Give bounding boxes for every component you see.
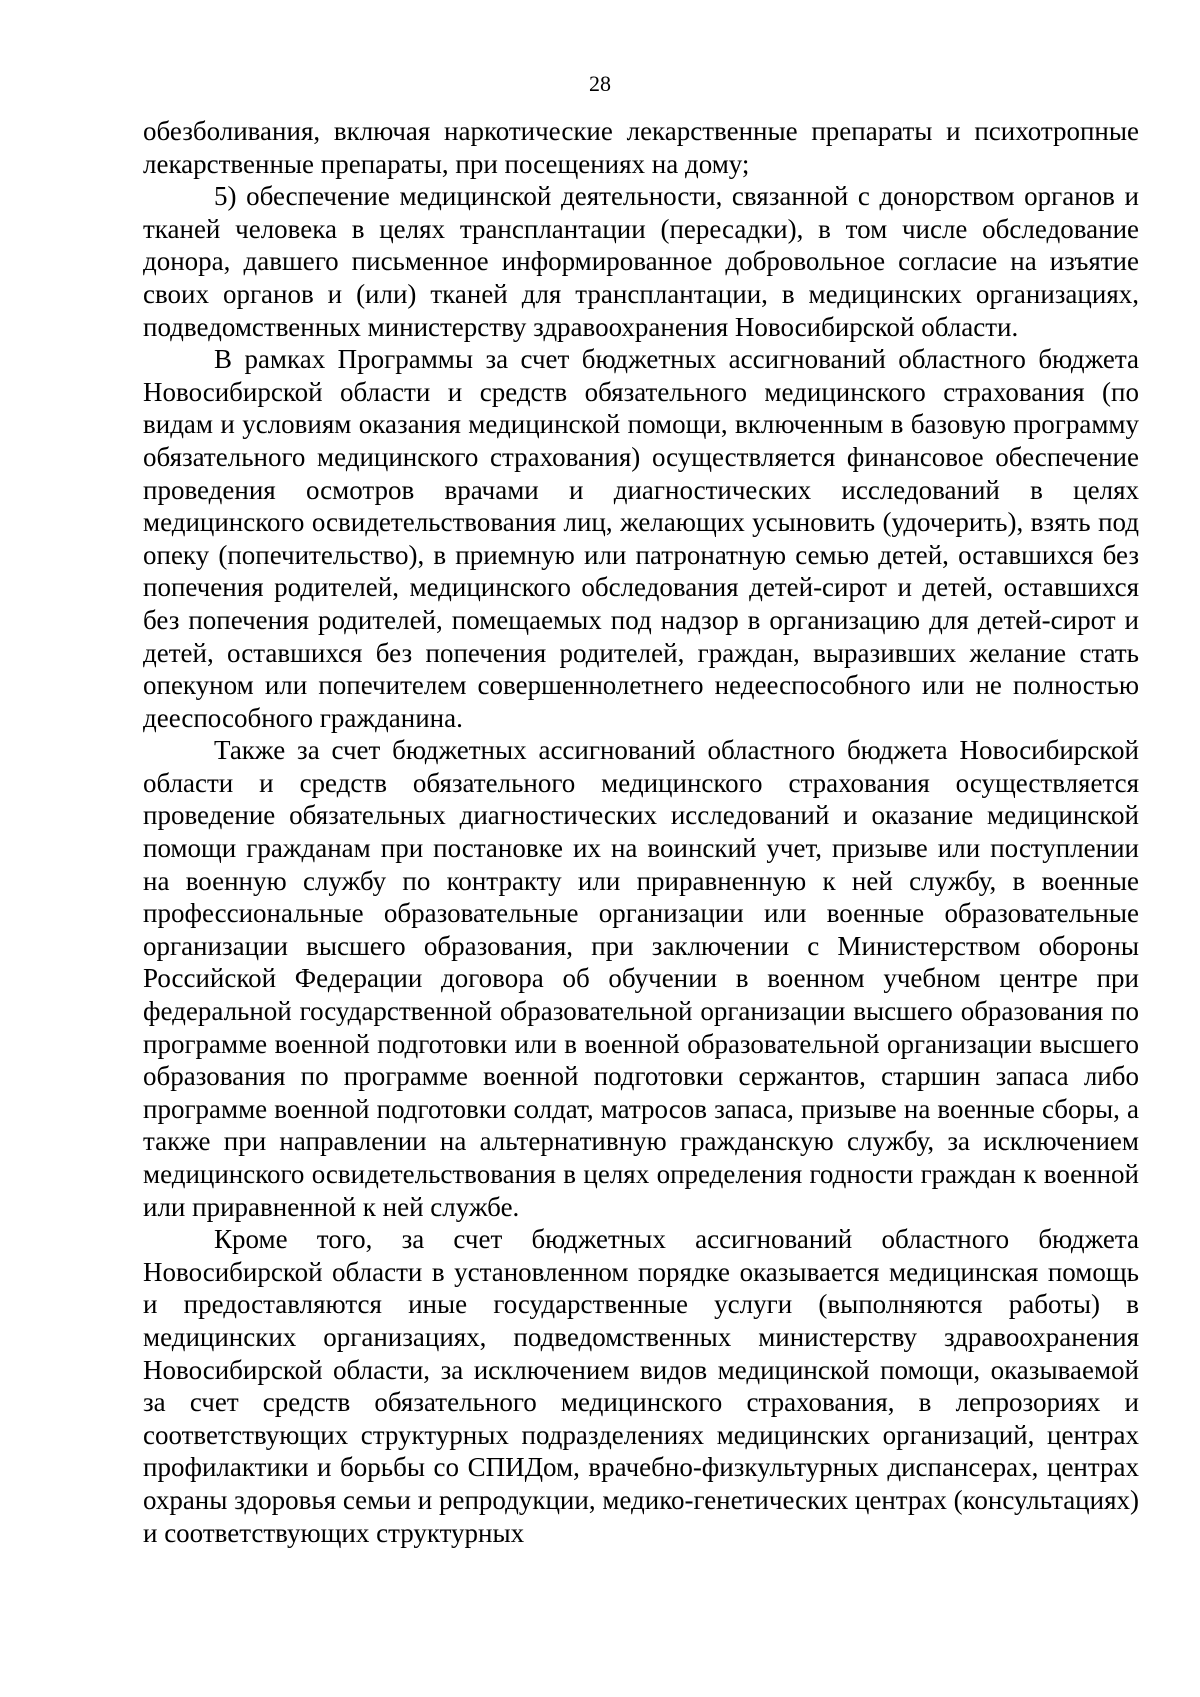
- paragraph-continuation: обезболивания, включая наркотические лекарственные препараты и психотропные лекарственные препараты, при посещениях на дому;: [143, 116, 1139, 179]
- document-body: [143, 115, 1139, 1549]
- page-number: 28: [589, 71, 611, 96]
- paragraph-additional-services: Кроме того, за счет бюджетных ассигнований областного бюджета Новосибирской области в установленном порядке оказывается медицинская помощь и предоставляются иные государственные услуги (выполняются работы) в медицинских организациях, подведомственных министерству здравоохранения Новосибирской области, за исключением видов медицинской помощи, оказываемой за счет средств обязательного медицинского страхования, в лепрозориях и соответствующих структурных подразделениях медицинских организаций, центрах профилактики и борьбы со СПИДом, врачебно-физкультурных диспансерах, центрах охраны здоровья семьи и репродукции, медико-генетических центрах (консультациях) и соответствующих структурных: [143, 1224, 1139, 1548]
- paragraph-military-registration: Также за счет бюджетных ассигнований областного бюджета Новосибирской области и средств обязательного медицинского страхования осуществляется проведение обязательных диагностических исследований и оказание медицинской помощи гражданам при постановке их на воинский учет, призыве или поступлении на военную службу по контракту или приравненную к ней службу, в военные профессиональные образовательные организации или военные образовательные организации высшего образования, при заключении с Министерством обороны Российской Федерации договора об обучении в военном учебном центре при федеральной государственной образовательной организации высшего образования по программе военной подготовки или в военной образовательной организации высшего образования по программе военной подготовки сержантов, старшин запаса либо программе военной подготовки солдат, матросов запаса, призыве на военные сборы, а также при направлении на альтернативную гражданскую службу, за исключением медицинского освидетельствования в целях определения годности граждан к военной или приравненной к ней службе.: [143, 735, 1139, 1222]
- paragraph-program-financing: В рамках Программы за счет бюджетных ассигнований областного бюджета Новосибирской области и средств обязательного медицинского страхования (по видам и условиям оказания медицинской помощи, включенным в базовую программу обязательного медицинского страхования) осуществляется финансовое обеспечение проведения осмотров врачами и диагностических исследований в целях медицинского освидетельствования лиц, желающих усыновить (удочерить), взять под опеку (попечительство), в приемную или патронатную семью детей, оставшихся без попечения родителей, медицинского обследования детей-сирот и детей, оставшихся без попечения родителей, помещаемых под надзор в организацию для детей-сирот и детей, оставшихся без попечения родителей, граждан, выразивших желание стать опекуном или попечителем совершеннолетнего недееспособного или не полностью дееспособного гражданина.: [143, 344, 1139, 733]
- paragraph-item-5-donorship: 5) обеспечение медицинской деятельности, связанной с донорством органов и тканей человека в целях трансплантации (пересадки), в том числе обследование донора, давшего письменное информированное добровольное согласие на изъятие своих органов и (или) тканей для трансплантации, в медицинских организациях, подведомственных министерству здравоохранения Новосибирской области.: [143, 181, 1139, 342]
